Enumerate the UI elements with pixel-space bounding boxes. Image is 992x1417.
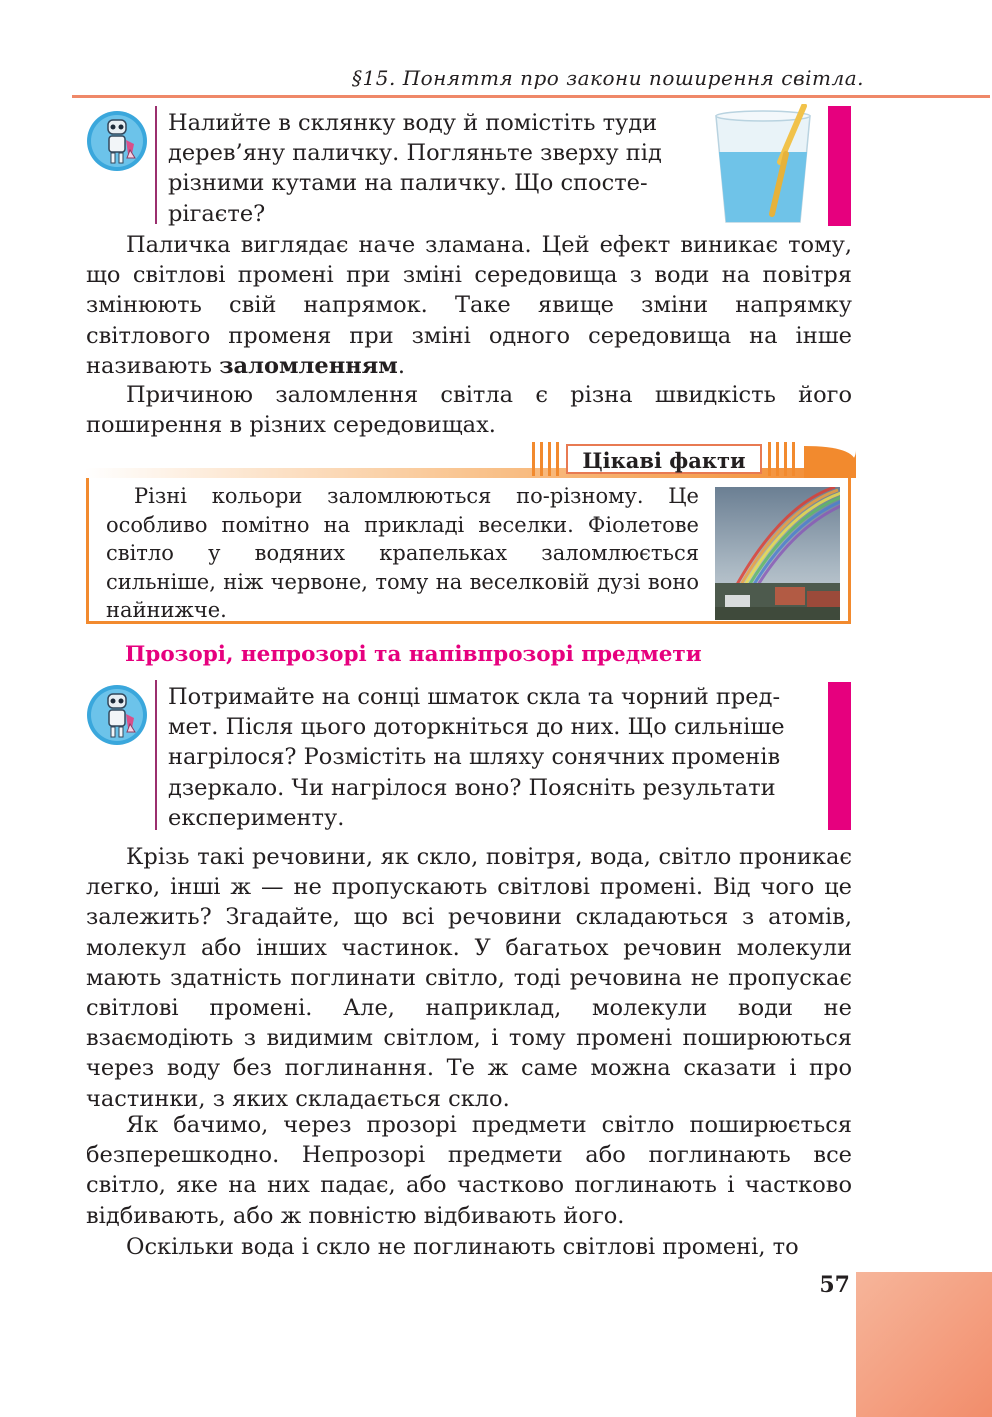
paragraph-text: Причиною заломлення світла є різна швидкість його поширення в різних середовищах. <box>86 382 852 439</box>
task2-line: Потримайте на сонці шматок скла та чорний пред- <box>168 684 781 710</box>
paragraph-continuation <box>86 1232 852 1262</box>
task2-text <box>168 682 823 833</box>
page-number: 57 <box>819 1272 850 1298</box>
paragraph-end: . <box>397 352 405 379</box>
task1-line: Налийте в склянку воду й помістіть туди <box>168 110 658 136</box>
task-bar <box>155 680 157 830</box>
robot-scientist-icon <box>86 684 148 746</box>
task2-line: нагрілося? Розмістіть на шляху сонячних променів <box>168 744 781 771</box>
paragraph-text: Оскільки вода і скло не поглинають світлові промені, то <box>126 1234 799 1260</box>
paragraph-refraction <box>86 230 852 381</box>
facts-paragraph: Різні кольори заломлюються по-різному. Це особливо помітно на прикладі веселки. Фіолетове світло у водяних крапельках заломлюється сильніше, ніж червоне, тому на веселковій дузі воно найнижче. <box>106 484 699 622</box>
task-bar <box>155 106 157 224</box>
section-heading: Прозорі, непрозорі та напівпрозорі предмети <box>125 642 702 667</box>
pink-tab <box>828 682 851 830</box>
corner-decoration <box>856 1272 992 1417</box>
facts-text <box>106 482 699 625</box>
task1-line: різними кутами на паличку. Що спосте- <box>168 170 648 197</box>
header-rule <box>72 95 990 98</box>
task1-text <box>168 108 688 229</box>
task1-line: рігаєте? <box>168 200 266 227</box>
robot-scientist-icon <box>86 110 148 172</box>
task2-line: експерименту. <box>168 804 345 831</box>
paragraph-text: Як бачимо, через прозорі предмети світло поширюється безперешкодно. Непрозорі предмети або поглинають все світло, яке на них падає, або частково поглинають і частково відбивають, або ж повністю відбивають його. <box>86 1112 852 1229</box>
running-header: §15. Поняття про закони поширення світла. <box>352 66 864 90</box>
task2-line: дзеркало. Чи нагрілося воно? Поясніть результати <box>168 774 776 801</box>
facts-label: Цікаві факти <box>566 444 762 474</box>
water-glass-stick-icon <box>708 104 818 230</box>
paragraph-text: Крізь такі речовини, як скло, повітря, вода, світло проникає легко, інші ж — не пропускають світлові промені. Від чого це залежить? Згадайте, що всі речовини складаються з атомів, молекул або інших частинок. У багатьох речовин молекули мають здатність поглинати світло, тоді речовина не пропускає світлові промені. Але, наприклад, молекули води не взаємодіють з видимим світлом, і тому промені поширюються через воду без поглинання. Те ж саме можна сказати і про частинки, з яких складається скло. <box>86 844 852 1112</box>
paragraph-transparency <box>86 842 852 1114</box>
paragraph-text: Паличка виглядає наче зламана. Цей ефект виникає тому, що світлові промені при зміні середовища з води на повітря змінюють свій напрямок. Таке явище зміни напрямку світлового променя при зміні одного середовища на інше називають <box>86 232 852 379</box>
rainbow-photo <box>715 487 840 620</box>
paragraph-cause <box>86 380 852 440</box>
paragraph-opaque <box>86 1110 852 1231</box>
term-refraction: заломленням <box>219 352 398 379</box>
task1-line: дерев’яну паличку. Погляньте зверху під <box>168 140 662 167</box>
task2-line: мет. Після цього доторкніться до них. Що сильніше <box>168 714 785 741</box>
pink-tab <box>828 106 851 226</box>
